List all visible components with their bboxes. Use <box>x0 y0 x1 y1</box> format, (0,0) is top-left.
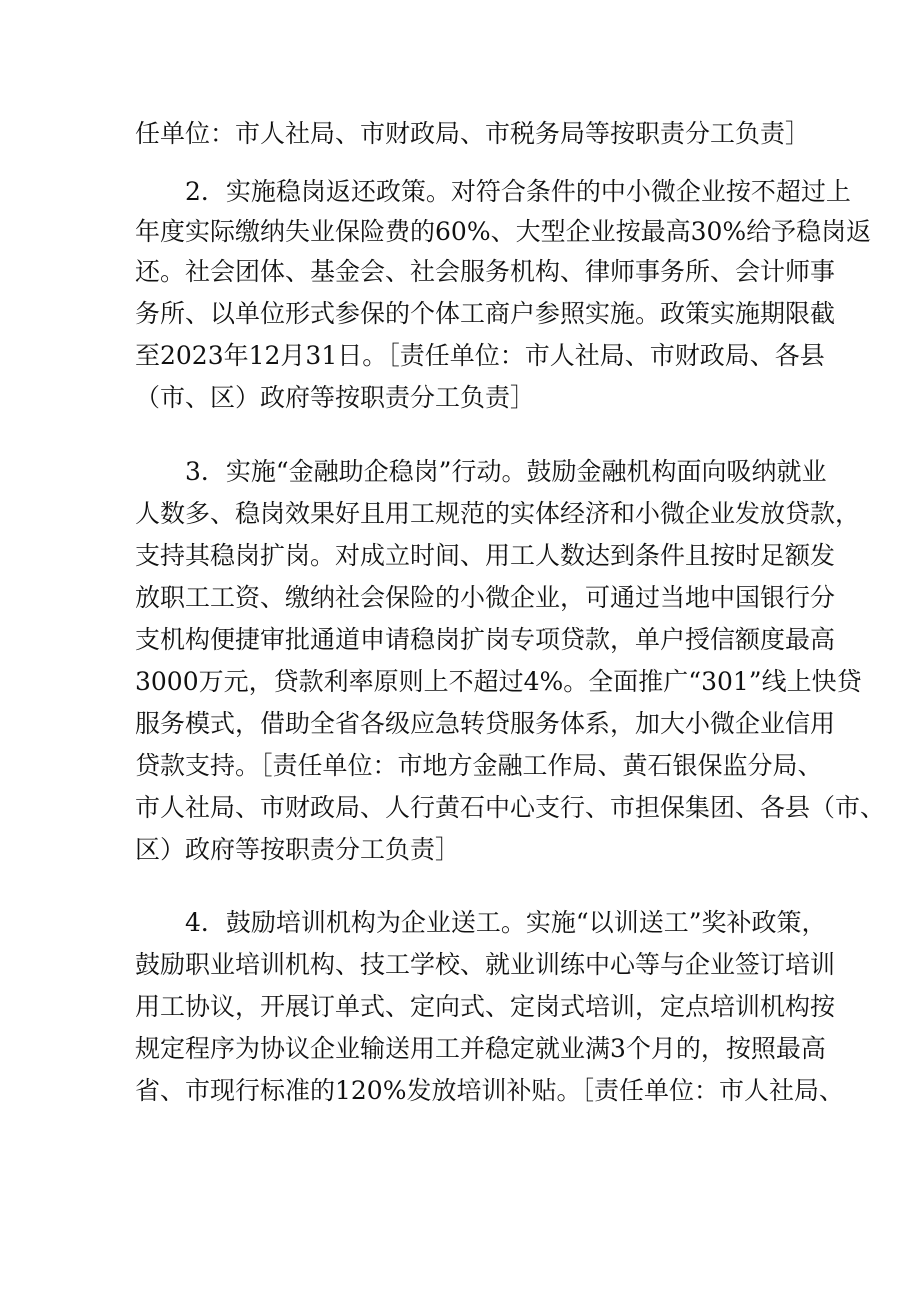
paragraph-3-line-1: 3．实施“金融助企稳岗”行动。鼓励金融机构面向吸纳就业 <box>185 457 827 486</box>
paragraph-4-line-2: 鼓励职业培训机构、技工学校、就业训练中心等与企业签订培训 <box>135 950 836 979</box>
paragraph-4-line-3: 用工协议，开展订单式、定向式、定岗式培训，定点培训机构按 <box>135 992 836 1021</box>
paragraph-4-line-5: 省、市现行标准的120%发放培训补贴。［责任单位：市人社局、 <box>135 1076 844 1105</box>
paragraph-4-line-4: 规定程序为协议企业输送用工并稳定就业满3个月的，按照最高 <box>135 1034 826 1063</box>
paragraph-3-line-7: 服务模式，借助全省各级应急转贷服务体系，加大小微企业信用 <box>135 709 836 738</box>
paragraph-3-line-10: 区）政府等按职责分工负责］ <box>135 835 461 864</box>
paragraph-3-line-2: 人数多、稳岗效果好且用工规范的实体经济和小微企业发放贷款， <box>135 499 861 528</box>
paragraph-2-line-5: 至2023年12月31日。［责任单位：市人社局、市财政局、各县 <box>135 341 825 370</box>
paragraph-3-line-5: 支机构便捷审批通道申请稳岗扩岗专项贷款，单户授信额度最高 <box>135 625 836 654</box>
paragraph-3-line-4: 放职工工资、缴纳社会保险的小微企业，可通过当地中国银行分 <box>135 583 836 612</box>
paragraph-2-line-2: 年度实际缴纳失业保险费的60%、大型企业按最高30%给予稳岗返 <box>135 217 872 246</box>
text-line-1: 任单位：市人社局、市财政局、市税务局等按职责分工负责］ <box>135 119 811 148</box>
paragraph-2-line-4: 务所、以单位形式参保的个体工商户参照实施。政策实施期限截 <box>135 299 836 328</box>
paragraph-2-line-6: （市、区）政府等按职责分工负责］ <box>135 383 536 412</box>
paragraph-3-line-3: 支持其稳岗扩岗。对成立时间、用工人数达到条件且按时足额发 <box>135 541 836 570</box>
paragraph-3-line-6: 3000万元，贷款利率原则上不超过4%。全面推广“301”线上快贷 <box>135 667 862 696</box>
paragraph-4-line-1: 4．鼓励培训机构为企业送工。实施“以训送工”奖补政策， <box>185 908 827 937</box>
paragraph-2-line-3: 还。社会团体、基金会、社会服务机构、律师事务所、会计师事 <box>135 257 836 286</box>
paragraph-2-line-1: 2．实施稳岗返还政策。对符合条件的中小微企业按不超过上 <box>185 177 851 206</box>
paragraph-3-line-8: 贷款支持。［责任单位：市地方金融工作局、黄石银保监分局、 <box>135 751 823 780</box>
paragraph-3-line-9: 市人社局、市财政局、人行黄石中心支行、市担保集团、各县（市、 <box>135 793 886 822</box>
